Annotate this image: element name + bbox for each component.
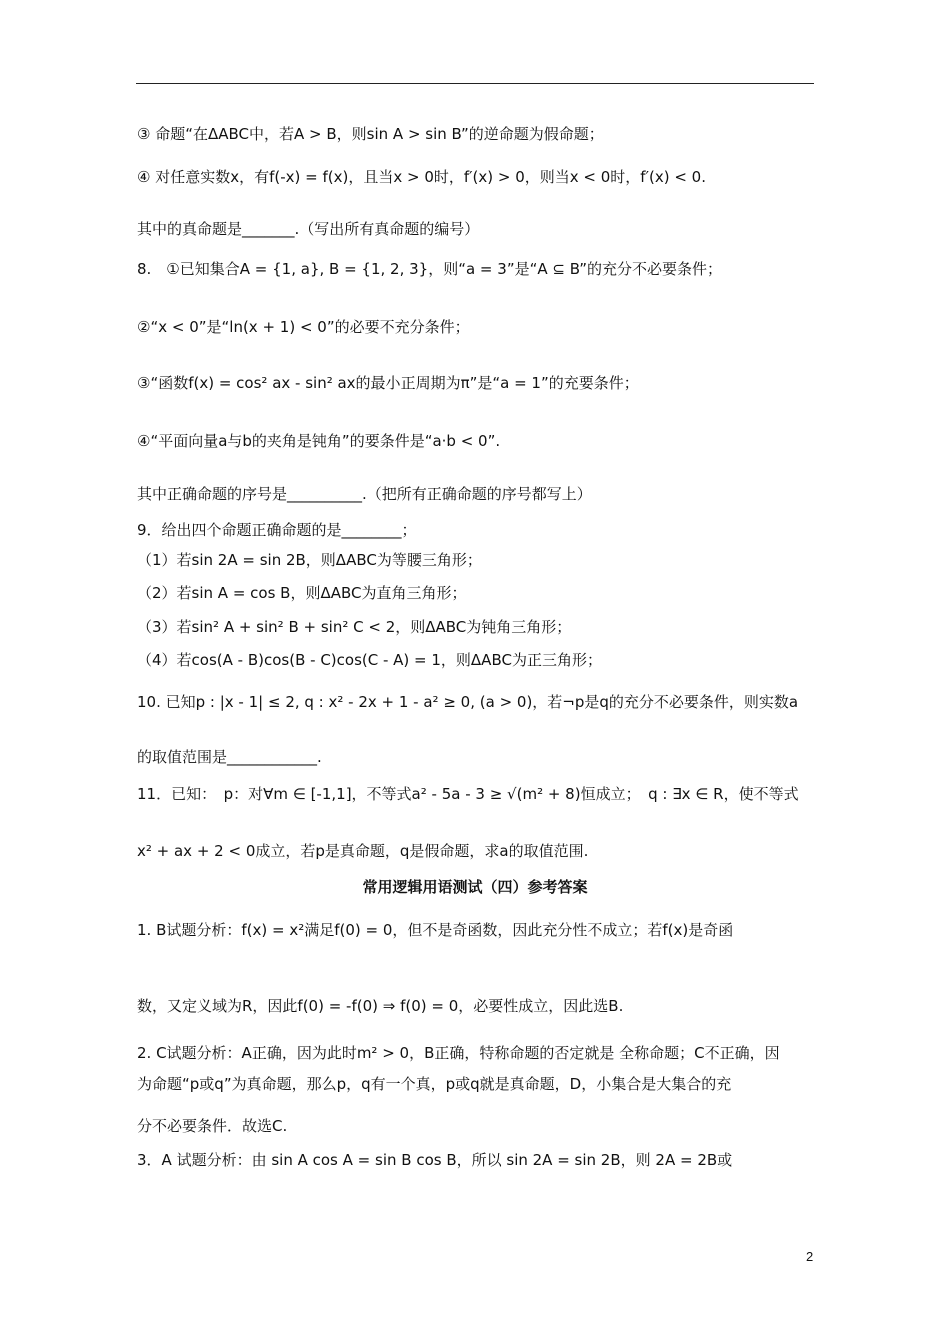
answer-1: 1. B试题分析：f(x) = x²满足f(0) = 0，但不是奇函数，因此充分性不成立；若f(x)是奇函 bbox=[137, 921, 734, 939]
answer-section-title: 常用逻辑用语测试（四）参考答案 bbox=[362, 878, 588, 896]
answer-3: 3．A 试题分析：由 sin A cos A = sin B cos B，所以 sin 2A = sin 2B，则 2A = 2B或 bbox=[137, 1151, 733, 1169]
q11-condition: x² + ax + 2 < 0成立，若p是真命题，q是假命题，求a的取值范围. bbox=[137, 842, 589, 860]
q7-item4: ④ 对任意实数x，有f(-x) = f(x)，且当x > 0时，f′(x) > 0，则当x < 0时，f′(x) < 0. bbox=[137, 168, 706, 186]
q9-item1: （1）若sin 2A = sin 2B，则ΔABC为等腰三角形； bbox=[137, 551, 482, 569]
answer-2-end: 分不必要条件．故选C. bbox=[137, 1117, 288, 1135]
q7-item3: ③ 命题“在ΔABC中，若A > B，则sin A > sin B”的逆命题为假命题； bbox=[137, 125, 604, 143]
q9-item4: （4）若cos(A - B)cos(B - C)cos(C - A) = 1，则ΔABC为正三角形； bbox=[137, 651, 602, 669]
q8-answer-blank: 其中正确命题的序号是__________.（把所有正确命题的序号都写上） bbox=[137, 485, 592, 503]
answer-2-cont: 为命题“p或q”为真命题，那么p，q有一个真，p或q就是真命题，D，小集合是大集合的充 bbox=[137, 1075, 732, 1093]
page-number: 2 bbox=[806, 1249, 814, 1264]
q8-item4: ④“平面向量a与b的夹角是钝角”的要条件是“a·b < 0”. bbox=[137, 432, 501, 450]
answer-2: 2. C试题分析：A正确，因为此时m² > 0，B正确，特称命题的否定就是 全称命题；C不正确，因 bbox=[137, 1044, 780, 1062]
q8-item3: ③“函数f(x) = cos² ax - sin² ax的最小正周期为π”是“a = 1”的充要条件； bbox=[137, 374, 639, 392]
q9-item2: （2）若sin A = cos B，则ΔABC为直角三角形； bbox=[137, 584, 467, 602]
q9-stem: 9．给出四个命题正确命题的是________； bbox=[137, 521, 417, 539]
q7-answer-blank: 其中的真命题是_______.（写出所有真命题的编号） bbox=[137, 220, 480, 238]
q8-item1: 8. ①已知集合A = {1, a}, B = {1, 2, 3}，则“a = 3”是“A ⊆ B”的充分不必要条件； bbox=[137, 260, 722, 278]
q8-item2: ②“x < 0”是“ln(x + 1) < 0”的必要不充分条件； bbox=[137, 318, 470, 336]
answer-1-cont: 数，又定义域为R，因此f(0) = -f(0) ⇒ f(0) = 0，必要性成立，因此选B. bbox=[137, 997, 624, 1015]
q9-item3: （3）若sin² A + sin² B + sin² C < 2，则ΔABC为钝角三角形； bbox=[137, 618, 572, 636]
q11-stem: 11．已知： p：对∀m ∈ [-1,1]，不等式a² - 5a - 3 ≥ √(m² + 8)恒成立； q : ∃x ∈ R，使不等式 bbox=[137, 785, 799, 803]
header-rule bbox=[136, 83, 814, 84]
q10-stem: 10. 已知p : |x - 1| ≤ 2, q : x² - 2x + 1 - a² ≥ 0, (a > 0)，若¬p是q的充分不必要条件，则实数a bbox=[137, 693, 799, 711]
q10-range: 的取值范围是____________. bbox=[137, 748, 322, 766]
